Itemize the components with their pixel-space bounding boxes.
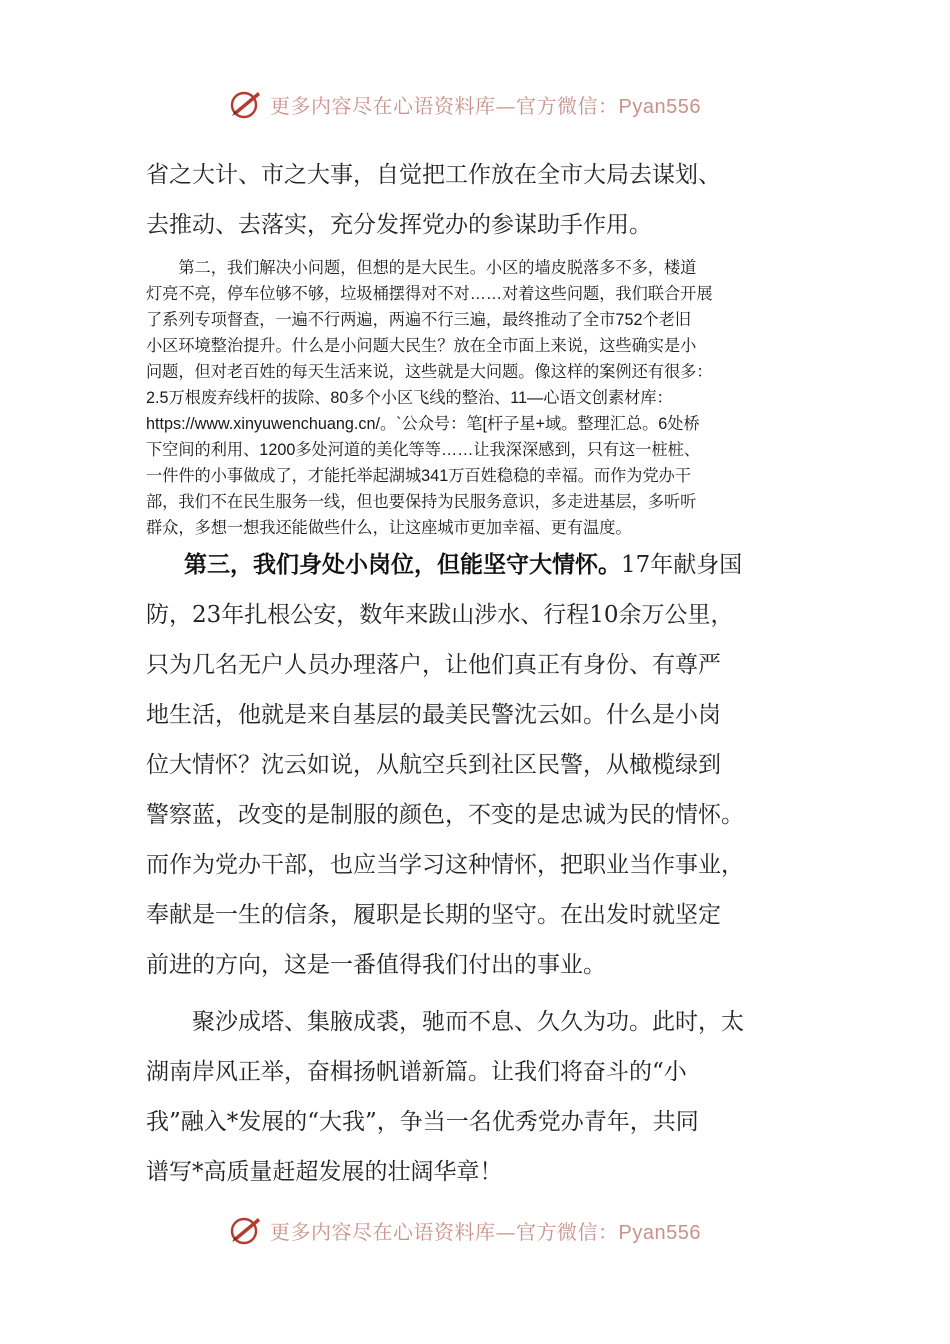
banner-label: 更多内容尽在心语资料库—官方微信： [270,93,619,118]
body-line: 湖南岸风正举，奋楫扬帆谱新篇。让我们将奋斗的“小 [146,1059,687,1085]
small-line: 了系列专项督查，一遍不行两遍，两遍不行三遍，最终推动了全市752个老旧 [146,311,692,329]
body-line: 防，23年扎根公安，数年来跋山涉水、行程10余万公里， [146,602,734,628]
small-line: 部，我们不在民生服务一线，但也要保持为民服务意识，多走进基层，多听听 [146,493,697,511]
body-line: 警察蓝，改变的是制服的颜色，不变的是忠诚为民的情怀。 [146,802,744,828]
body-line: 前进的方向，这是一番值得我们付出的事业。 [146,952,606,978]
small-line: 第二，我们解决小问题，但想的是大民生。小区的墙皮脱落多不多，楼道 [146,259,697,277]
small-line: 2.5万根废弃线杆的拔除、80多个小区飞线的整治、11—心语文创素材库： [146,389,673,407]
header-banner [228,84,748,124]
body-line: 谱写*高质量赶超发展的壮阔华章！ [146,1159,503,1185]
small-line: 小区环境整治提升。什么是小问题大民生？放在全市面上来说，这些确实是小 [146,337,697,355]
banner-text [270,1216,701,1245]
section3-first-line [184,546,742,579]
section3-heading: 第三，我们身处小岗位，但能坚守大情怀。 [184,551,621,578]
small-line: 一件件的小事做成了，才能托举起湖城341万百姓稳稳的幸福。而作为党办干 [146,467,692,485]
small-line: https://www.xinyuwenchuang.cn/。`公众号：笔[杆子星+域。整理汇总。6处桥 [146,415,700,433]
small-line: 问题，但对老百姓的每天生活来说，这些就是大问题。像这样的案例还有很多： [146,363,713,381]
body-line: 地生活，他就是来自基层的最美民警沈云如。什么是小岗 [146,702,721,728]
body-line: 只为几名无户人员办理落户，让他们真正有身份、有尊严 [146,652,721,678]
pen-logo-icon [228,1212,264,1248]
body-line: 去推动、去落实，充分发挥党办的参谋助手作用。 [146,212,652,238]
body-line: 位大情怀？沈云如说，从航空兵到社区民警，从橄榄绿到 [146,752,721,778]
small-line: 群众，多想一想我还能做些什么，让这座城市更加幸福、更有温度。 [146,519,632,537]
banner-handle: Pyan556 [618,95,701,118]
section3-first-rest: 17年献身国 [621,552,743,578]
banner-handle: Pyan556 [618,1221,701,1244]
body-line: 聚沙成塔、集腋成裘，驰而不息、久久为功。此时，太 [146,1009,744,1035]
footer-banner [228,1210,748,1250]
banner-text [270,90,701,119]
body-line: 而作为党办干部，也应当学习这种情怀，把职业当作事业， [146,852,744,878]
small-line: 下空间的利用、1200多处河道的美化等等……让我深深感到，只有这一桩桩、 [146,441,701,459]
body-line: 我”融入*发展的“大我”，争当一名优秀党办青年，共同 [146,1109,699,1135]
body-line: 省之大计、市之大事，自觉把工作放在全市大局去谋划、 [146,162,721,188]
banner-label: 更多内容尽在心语资料库—官方微信： [270,1219,619,1244]
small-line: 灯亮不亮，停车位够不够，垃圾桶摆得对不对……对着这些问题，我们联合开展 [146,285,713,303]
pen-logo-icon [228,86,264,122]
body-line: 奉献是一生的信条，履职是长期的坚守。在出发时就坚定 [146,902,721,928]
